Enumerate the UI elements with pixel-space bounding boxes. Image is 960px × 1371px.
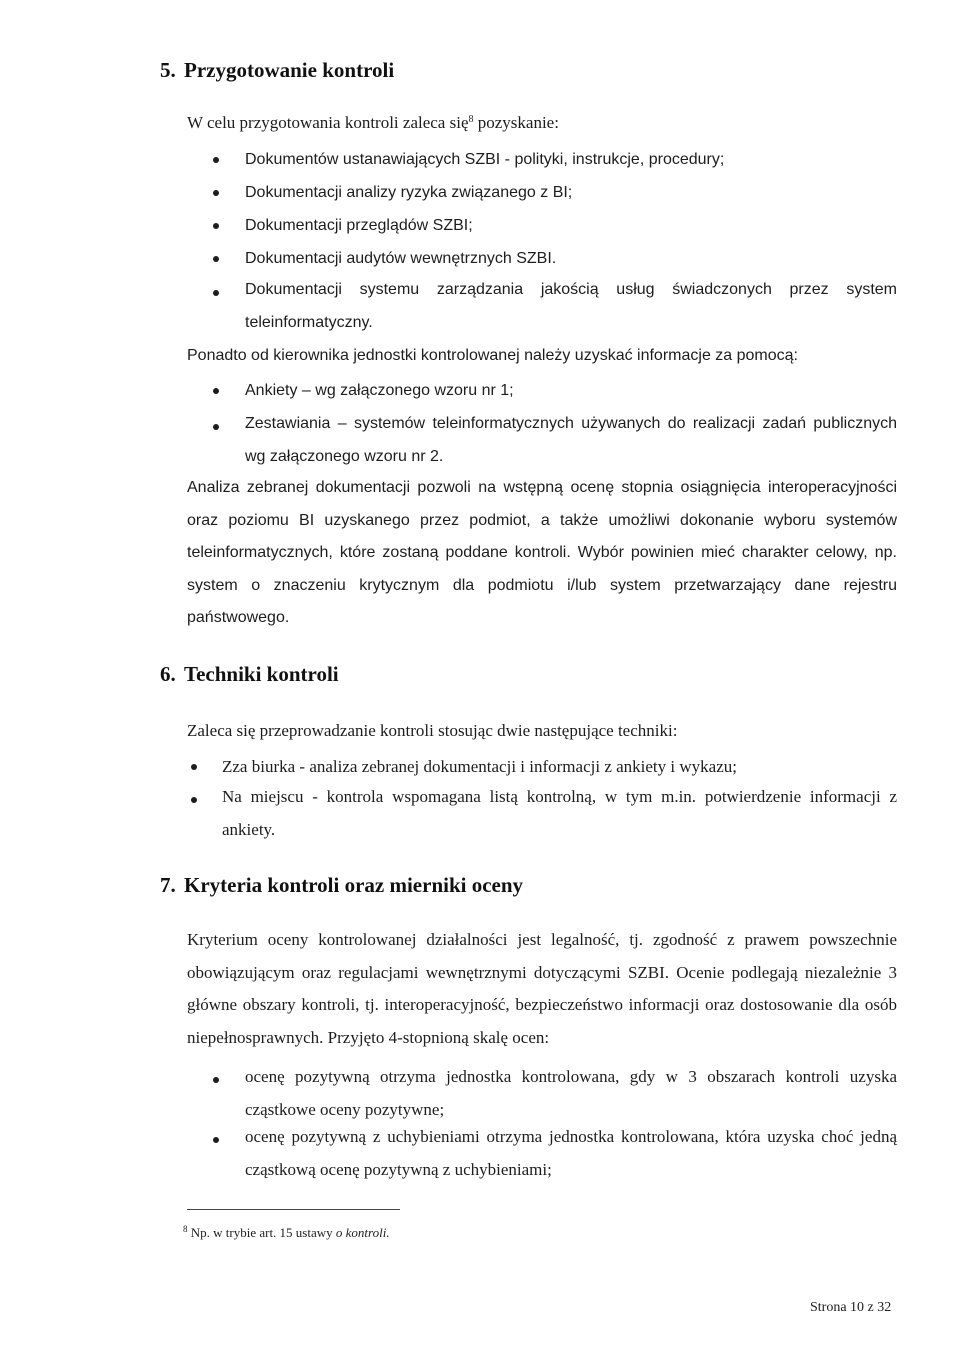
page-number: Strona 10 z 32 bbox=[810, 1300, 892, 1315]
list-item: ocenę pozytywną otrzyma jednostka kontrolowana, gdy w 3 obszarach kontroli uzyska cząstkowe oceny pozytywne; bbox=[245, 1067, 897, 1119]
footnote-italic: o kontroli. bbox=[335, 1225, 390, 1240]
bullet-icon bbox=[213, 1137, 219, 1143]
list-item: Dokumentacji analizy ryzyka związanego z BI; bbox=[245, 184, 573, 201]
bullet-icon bbox=[213, 290, 219, 296]
section-5-paragraph-2: Ponadto od kierownika jednostki kontrolowanej należy uzyskać informacje za pomocą: bbox=[187, 347, 798, 364]
section-5-heading bbox=[160, 58, 394, 83]
section-5-intro bbox=[187, 112, 559, 134]
section-5-intro-text: W celu przygotowania kontroli zaleca się bbox=[187, 113, 469, 132]
section-7-number: 7. bbox=[160, 873, 176, 897]
footnote-divider bbox=[187, 1209, 400, 1210]
list-item: Dokumentów ustanawiających SZBI - polityki, instrukcje, procedury; bbox=[245, 151, 725, 168]
section-5-number: 5. bbox=[160, 58, 176, 82]
list-item: Dokumentacji systemu zarządzania jakością usług świadczonych przez system teleinformatyczny. bbox=[245, 281, 897, 331]
section-7-title: Kryteria kontroli oraz mierniki oceny bbox=[184, 873, 524, 897]
list-item: Ankiety – wg załączonego wzoru nr 1; bbox=[245, 382, 514, 399]
section-6-heading bbox=[160, 662, 339, 687]
bullet-icon bbox=[191, 764, 197, 770]
bullet-icon bbox=[213, 1077, 219, 1083]
section-7-paragraph: Kryterium oceny kontrolowanej działalności jest legalność, tj. zgodność z prawem powszechnie obowiązującym oraz regulacjami wewnętrznymi dotyczącymi SZBI. Ocenie podlegają niezależnie 3 główne obszary kontroli, tj. interoperacyjność, bezpieczeństwo informacji oraz dostosowanie dla osób niepełnosprawnych. Przyjęto 4-stopnioną skalę ocen: bbox=[187, 930, 897, 1047]
bullet-icon bbox=[213, 388, 219, 394]
footnote-number: 8 bbox=[183, 1224, 188, 1234]
footnote-text: Np. w trybie art. 15 ustawy bbox=[187, 1225, 336, 1240]
list-item: Zza biurka - analiza zebranej dokumentacji i informacji z ankiety i wykazu; bbox=[222, 757, 737, 776]
section-5-title: Przygotowanie kontroli bbox=[184, 58, 395, 82]
bullet-icon bbox=[213, 190, 219, 196]
bullet-icon bbox=[213, 223, 219, 229]
section-7-heading bbox=[160, 873, 523, 898]
section-6-title: Techniki kontroli bbox=[184, 662, 339, 686]
list-item: Zestawiania – systemów teleinformatycznych używanych do realizacji zadań publicznych wg załączonego wzoru nr 2. bbox=[245, 415, 897, 465]
section-6-number: 6. bbox=[160, 662, 176, 686]
list-item: Na miejscu - kontrola wspomagana listą kontrolną, w tym m.in. potwierdzenie informacji z ankiety. bbox=[222, 787, 897, 839]
list-item: ocenę pozytywną z uchybieniami otrzyma jednostka kontrolowana, która uzyska choć jedną cząstkową ocenę pozytywną z uchybieniami; bbox=[245, 1127, 897, 1179]
list-item: Dokumentacji audytów wewnętrznych SZBI. bbox=[245, 250, 557, 267]
section-5-intro-tail: pozyskanie: bbox=[473, 113, 559, 132]
footnote bbox=[183, 1225, 390, 1241]
bullet-icon bbox=[213, 157, 219, 163]
section-6-intro: Zaleca się przeprowadzanie kontroli stosując dwie następujące techniki: bbox=[187, 721, 678, 740]
bullet-icon bbox=[191, 797, 197, 803]
list-item: Dokumentacji przeglądów SZBI; bbox=[245, 217, 473, 234]
section-5-paragraph-3: Analiza zebranej dokumentacji pozwoli na wstępną ocenę stopnia osiągnięcia interoperacyjności oraz poziomu BI uzyskanego przez podmiot, a także umożliwi dokonanie wyboru systemów teleinformatycznych, które zostaną poddane kontroli. Wybór powinien mieć charakter celowy, np. system o znaczeniu krytycznym dla podmiotu i/lub system przetwarzający dane rejestru państwowego. bbox=[187, 479, 897, 626]
bullet-icon bbox=[213, 256, 219, 262]
bullet-icon bbox=[213, 424, 219, 430]
footnote-ref: 8 bbox=[468, 114, 474, 125]
